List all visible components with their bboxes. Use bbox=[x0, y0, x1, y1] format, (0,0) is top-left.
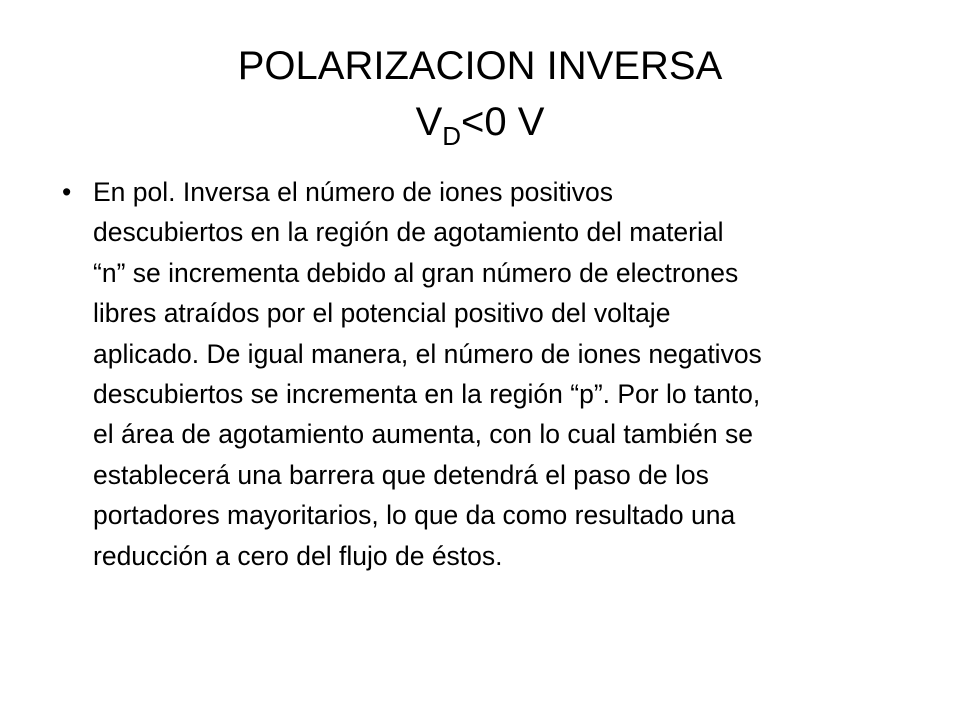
title-line-1: POLARIZACION INVERSA bbox=[237, 44, 723, 88]
title-condition: <0 V bbox=[461, 100, 545, 144]
bullet-text-line: establecerá una barrera que detendrá el paso de los bbox=[93, 459, 709, 490]
bullet-text-line: reducción a cero del flujo de éstos. bbox=[93, 540, 503, 571]
title-subscript: D bbox=[442, 121, 462, 151]
bullet-text-line: descubiertos en la región de agotamiento del material bbox=[93, 217, 724, 248]
bullet-text-line: el área de agotamiento aumenta, con lo cual también se bbox=[93, 419, 753, 450]
title-line-2 bbox=[0, 94, 960, 154]
slide-title bbox=[0, 38, 960, 154]
bullet-text-line: portadores mayoritarios, lo que da como resultado una bbox=[93, 500, 736, 531]
bullet-icon: • bbox=[62, 177, 72, 207]
bullet-text-line: “n” se incrementa debido al gran número de electrones bbox=[93, 257, 739, 288]
bullet-list bbox=[62, 172, 912, 576]
bullet-text-line: aplicado. De igual manera, el número de iones negativos bbox=[93, 338, 762, 369]
bullet-text-line: descubiertos se incrementa en la región “p”. Por lo tanto, bbox=[93, 379, 761, 410]
bullet-text-line: libres atraídos por el potencial positivo del voltaje bbox=[93, 298, 671, 329]
title-variable: V bbox=[415, 100, 443, 144]
bullet-text-line: En pol. Inversa el número de iones positivos bbox=[93, 177, 613, 207]
bullet-item bbox=[62, 172, 912, 576]
